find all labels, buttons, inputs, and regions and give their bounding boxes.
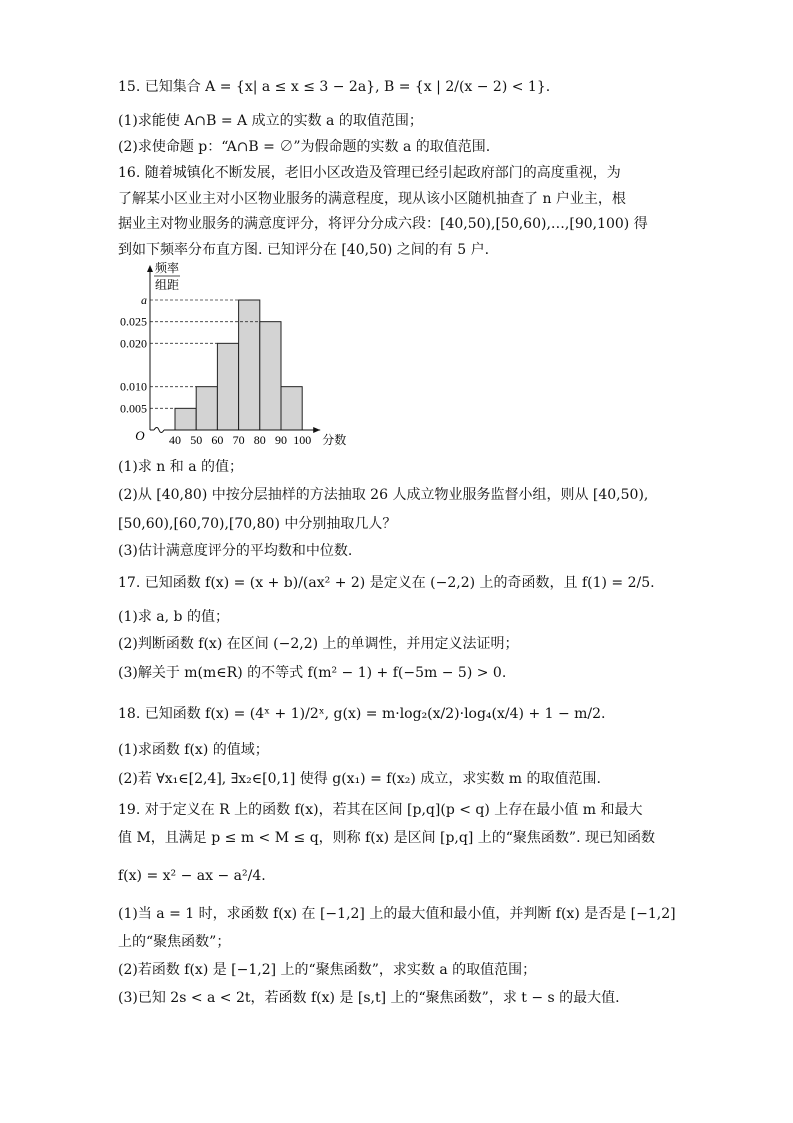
origin-label: O xyxy=(135,428,145,443)
x-tick-label: 100 xyxy=(293,433,312,447)
y-tick-label: a xyxy=(141,293,147,307)
x-tick-label: 50 xyxy=(190,433,203,447)
histogram-bar xyxy=(260,322,281,430)
question-16-line-2: 了解某小区业主对小区物业服务的满意程度，现从该小区随机抽查了 n 户业主，根 xyxy=(118,191,626,207)
question-17-part-2: (2)判断函数 f(x) 在区间 (−2,2) 上的单调性，并用定义法证明； xyxy=(118,636,519,652)
question-16-part-3: (3)估计满意度评分的平均数和中位数. xyxy=(118,543,353,559)
question-19-function: f(x) = x² − ax − a²/4. xyxy=(118,868,266,884)
y-axis-label-bottom: 组距 xyxy=(155,278,180,292)
x-tick-label: 70 xyxy=(232,433,245,447)
histogram-bar xyxy=(239,300,260,430)
x-tick-label: 40 xyxy=(169,433,181,447)
question-17: 17. 已知函数 f(x) = (x + b)/(ax² + 2) 是定义在 (−2,2) 上的奇函数，且 f(1) = 2/5. xyxy=(118,575,655,591)
question-19-part-1-line-1: (1)当 a = 1 时，求函数 f(x) 在 [−1,2] 上的最大值和最小值，并判断 f(x) 是否是 [−1,2] xyxy=(118,906,676,922)
question-18: 18. 已知函数 f(x) = (4ˣ + 1)/2ˣ, g(x) = m·log₂(x/2)·log₄(x/4) + 1 − m/2. xyxy=(118,706,606,722)
question-16-part-2-line-2: [50,60),[60,70),[70,80) 中分别抽取几人？ xyxy=(118,516,397,532)
question-17-part-3: (3)解关于 m(m∈R) 的不等式 f(m² − 1) + f(−5m − 5) > 0. xyxy=(118,665,507,681)
question-19-part-2: (2)若函数 f(x) 是 [−1,2] 上的“聚焦函数”，求实数 a 的取值范围； xyxy=(118,962,537,978)
x-axis-arrow xyxy=(313,427,320,433)
x-tick-label: 90 xyxy=(275,433,287,447)
question-18-part-1: (1)求函数 f(x) 的值域； xyxy=(118,742,269,758)
histogram-bar xyxy=(281,387,302,430)
question-16-line-4: 到如下频率分布直方图. 已知评分在 [40,50) 之间的有 5 户. xyxy=(118,242,490,258)
histogram-bar xyxy=(217,343,238,430)
y-axis-label-top: 频率 xyxy=(155,262,180,275)
y-axis-arrow xyxy=(147,265,153,272)
question-19-line-2: 值 M，且满足 p ≤ m < M ≤ q，则称 f(x) 是区间 [p,q] 上的“聚焦函数”. 现已知函数 xyxy=(118,830,655,846)
x-tick-label: 60 xyxy=(211,433,224,447)
y-tick-label: 0.025 xyxy=(120,314,147,329)
histogram-bar xyxy=(196,387,217,430)
x-tick-label: 80 xyxy=(253,433,266,447)
x-axis-label: 分数 xyxy=(322,433,347,447)
y-tick-label: 0.010 xyxy=(120,379,147,394)
y-tick-label: 0.020 xyxy=(120,336,147,351)
histogram-bar xyxy=(175,408,196,430)
y-tick-label: 0.005 xyxy=(120,401,147,416)
question-19-line-1: 19. 对于定义在 R 上的函数 f(x)，若其在区间 [p,q](p < q) 上存在最小值 m 和最大 xyxy=(118,802,643,818)
frequency-histogram xyxy=(110,262,360,452)
question-16-part-2-line-1: (2)从 [40,80) 中按分层抽样的方法抽取 26 人成立物业服务监督小组，则从 [40,50), xyxy=(118,487,649,503)
question-16-line-1: 16. 随着城镇化不断发展，老旧小区改造及管理已经引起政府部门的高度重视，为 xyxy=(118,165,621,181)
axis-break xyxy=(154,428,164,433)
question-15-part-1: (1)求能使 A∩B = A 成立的实数 a 的取值范围； xyxy=(118,113,423,129)
question-15-part-2: (2)求使命题 p：“A∩B = ∅”为假命题的实数 a 的取值范围. xyxy=(118,139,491,155)
question-18-part-2: (2)若 ∀x₁∈[2,4], ∃x₂∈[0,1] 使得 g(x₁) = f(x₂) 成立，求实数 m 的取值范围. xyxy=(118,771,601,787)
question-17-part-1: (1)求 a, b 的值； xyxy=(118,609,229,625)
question-19-part-1-line-2: 上的“聚焦函数”； xyxy=(118,934,231,950)
question-15: 15. 已知集合 A = {x| a ≤ x ≤ 3 − 2a}, B = {x | 2/(x − 2) < 1}. xyxy=(118,79,551,95)
question-16-line-3: 据业主对物业服务的满意度评分，将评分分成六段：[40,50),[50,60),…,[90,100) 得 xyxy=(118,216,648,232)
question-16-part-1: (1)求 n 和 a 的值； xyxy=(118,459,243,475)
question-19-part-3: (3)已知 2s < a < 2t，若函数 f(x) 是 [s,t] 上的“聚焦函数”，求 t − s 的最大值. xyxy=(118,990,620,1006)
